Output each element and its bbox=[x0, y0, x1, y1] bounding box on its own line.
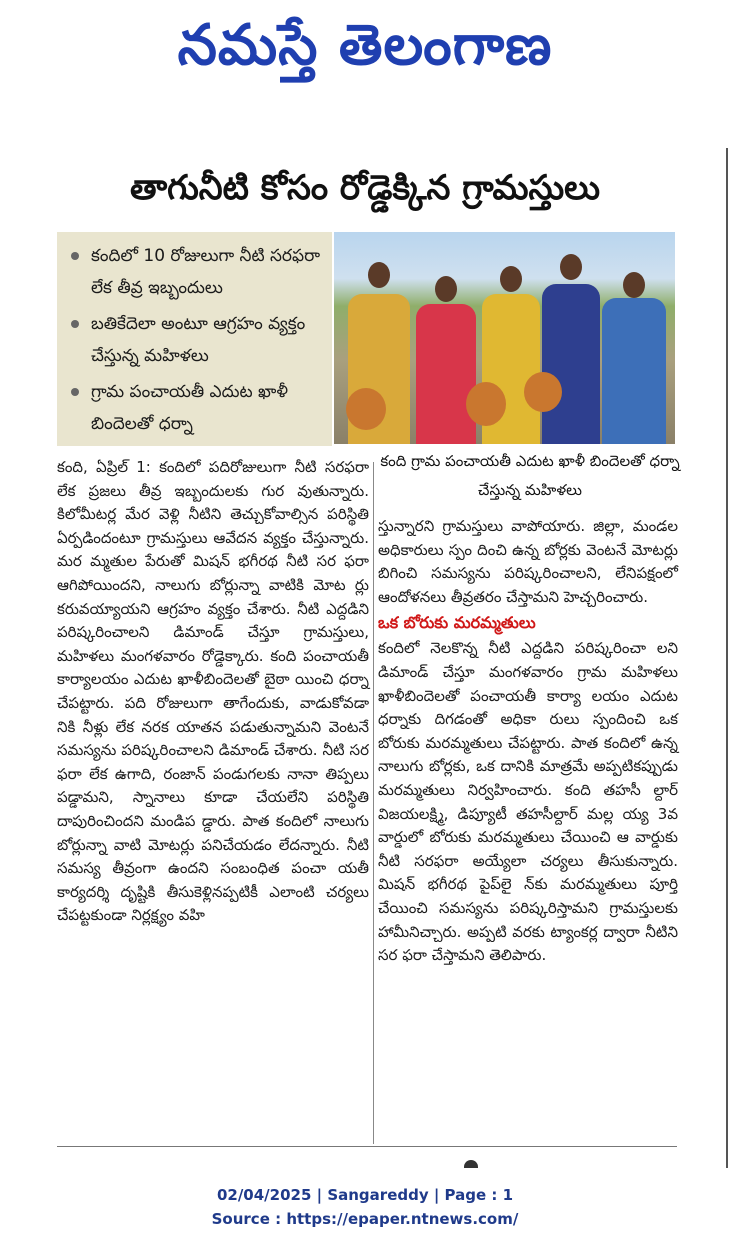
water-pot bbox=[466, 382, 506, 426]
photo-figure-head bbox=[500, 266, 522, 292]
source-link[interactable]: Source : https://epaper.ntnews.com/ bbox=[211, 1210, 519, 1228]
bullet-dot-icon bbox=[71, 320, 79, 328]
masthead-logo: నమస్తే తెలంగాణ bbox=[177, 12, 553, 78]
photo-caption: కంది గ్రామ పంచాయతీ ఎదుట ఖాళీ బిందెలతో ధర్నా చేస్తున్న మహిళలు bbox=[380, 452, 680, 499]
bullet-dot-icon bbox=[71, 252, 79, 260]
photo-figure bbox=[416, 304, 476, 444]
highlight-item bbox=[71, 308, 324, 372]
bottom-divider bbox=[57, 1146, 677, 1147]
news-photo bbox=[334, 232, 675, 444]
water-pot bbox=[346, 388, 386, 430]
water-pot bbox=[524, 372, 562, 412]
article-right-intro: స్తున్నారని గ్రామస్తులు వాపోయారు. జిల్లా, మండల అధికారులు స్పం దించి ఉన్న బోర్లకు వెంటనే మోటర్లు బిగించి సమస్యను పరిష్కరించాలని, లేనిపక్షంలో ఆందోళనలు తీవ్రతరం చేస్తామని హెచ్చరించారు. bbox=[378, 517, 678, 606]
photo-figure-head bbox=[368, 262, 390, 288]
article-subheading: ఒక బోరుకు మరమ్మతులు bbox=[378, 613, 536, 633]
photo-figure bbox=[542, 284, 600, 444]
page-edge-rule bbox=[726, 148, 728, 1168]
column-divider bbox=[373, 462, 374, 1144]
page-headline: తాగునీటి కోసం రోడ్డెక్కిన గ్రామస్తులు bbox=[130, 168, 600, 208]
article-right-body: కందిలో నెలకొన్న నీటి ఎద్దడిని పరిష్కరించా లని డిమాండ్ చేస్తూ మంగళవారం గ్రామ మహిళలు ఖాళీబిందెలతో పంచాయతీ కార్యా లయం ఎదుట ధర్నాకు దిగడంతో అధికా రులు స్పందించి ఒక బోరుకు మరమ్మతులు చేపట్టారు. పాత కందిలో ఉన్న నాలుగు బోర్లకు, ఒక దానికి మాత్రమే అప్పటికప్పుడు మరమ్మతులు నిర్వహించారు. కంది తహసీ ల్దార్ విజయలక్ష్మి, డిప్యూటీ తహసీల్దార్ మల్ల య్య 3వ వార్డులో బోరుకు మరమ్మతులు చేయించి ఆ వార్డుకు నీటి సరఫరా అయ్యేలా చర్యలు తీసుకున్నారు. మిషన్ భగీరథ పైప్‌లై న్‌కు మరమ్మతులు పూర్తి చేయించి సమస్యను పరిష్కరిస్తామని గ్రామస్తులకు హామీనిచ్చారు. అప్పటి వరకు ట్యాంకర్ల ద్వారా నీటిని సర ఫరా చేస్తామని తెలిపారు. bbox=[378, 639, 678, 965]
article-right-column bbox=[378, 515, 678, 968]
continuation-mark-icon bbox=[464, 1160, 478, 1168]
page-footer bbox=[0, 1183, 730, 1231]
photo-figure-head bbox=[623, 272, 645, 298]
photo-figure bbox=[602, 298, 666, 444]
highlights-list bbox=[57, 232, 332, 440]
highlights-box bbox=[57, 232, 332, 446]
edition-line: 02/04/2025 | Sangareddy | Page : 1 bbox=[216, 1186, 514, 1204]
highlight-text: కందిలో 10 రోజులుగా నీటి సరఫరా లేక తీవ్ర ఇబ్బందులు bbox=[91, 246, 321, 298]
highlight-text: గ్రామ పంచాయతీ ఎదుట ఖాళీ బిందెలతో ధర్నా bbox=[91, 382, 289, 434]
photo-figure-head bbox=[435, 276, 457, 302]
photo-figure-head bbox=[560, 254, 582, 280]
highlight-item bbox=[71, 376, 324, 440]
bullet-dot-icon bbox=[71, 388, 79, 396]
highlight-item bbox=[71, 240, 324, 304]
highlight-text: బతికేదెలా అంటూ ఆగ్రహం వ్యక్తం చేస్తున్న మహిళలు bbox=[91, 314, 306, 366]
article-left-column: కంది, ఏప్రిల్ 1: కందిలో పదిరోజులుగా నీటి సరఫరా లేక ప్రజలు తీవ్ర ఇబ్బందులకు గుర వుతున్నారు. కిలోమీటర్ల మేర వెళ్లి నీటిని తెచ్చుకోవాల్సిన పరిస్థితి ఏర్పడిందంటూ గ్రామస్తులు ఆవేదన వ్యక్తం చేస్తున్నారు. మర మ్మతుల పేరుతో మిషన్ భగీరథ నీటి సర ఫరా ఆగిపోయిందని, నాలుగు బోర్లున్నా వాటికి మోట ర్లు కరువయ్యాయని ఆగ్రహం వ్యక్తం చేశారు. నీటి ఎద్దడిని పరిష్కరించాలని డిమాండ్ చేస్తూ గ్రామస్తులు, మహిళలు మంగళవారం రోడ్డెక్కారు. కంది పంచాయతీ కార్యాలయం ఎదుట ఖాళీబిందెలతో బైఠా యించి ధర్నా చేపట్టారు. పది రోజులుగా తాగేందుకు, వాడుకోవడా నికి నీళ్లు లేక నరక యాతన పడుతున్నామని వెంటనే సమస్యను పరిష్కరించాలని డిమాండ్ చేశారు. నీటి సర ఫరా లేక ఉగాది, రంజాన్ పండుగలకు నానా తిప్పలు పడ్డామని, స్నానాలు కూడా చేయలేని పరిస్థితి దాపురించిందని మండిప డ్డారు. పాత కందిలో నాలుగు బోర్లున్నా వాటి మోటర్లు పనిచేయడం లేదన్నారు. నీటి సమస్య తీవ్రంగా ఉందని సంబంధిత పంచా యతీ కార్యదర్శి దృష్టికి తీసుకెళ్లినప్పటికీ ఎలాంటి చర్యలు చేపట్టకుండా నిర్లక్ష్యం వహి bbox=[57, 458, 369, 925]
